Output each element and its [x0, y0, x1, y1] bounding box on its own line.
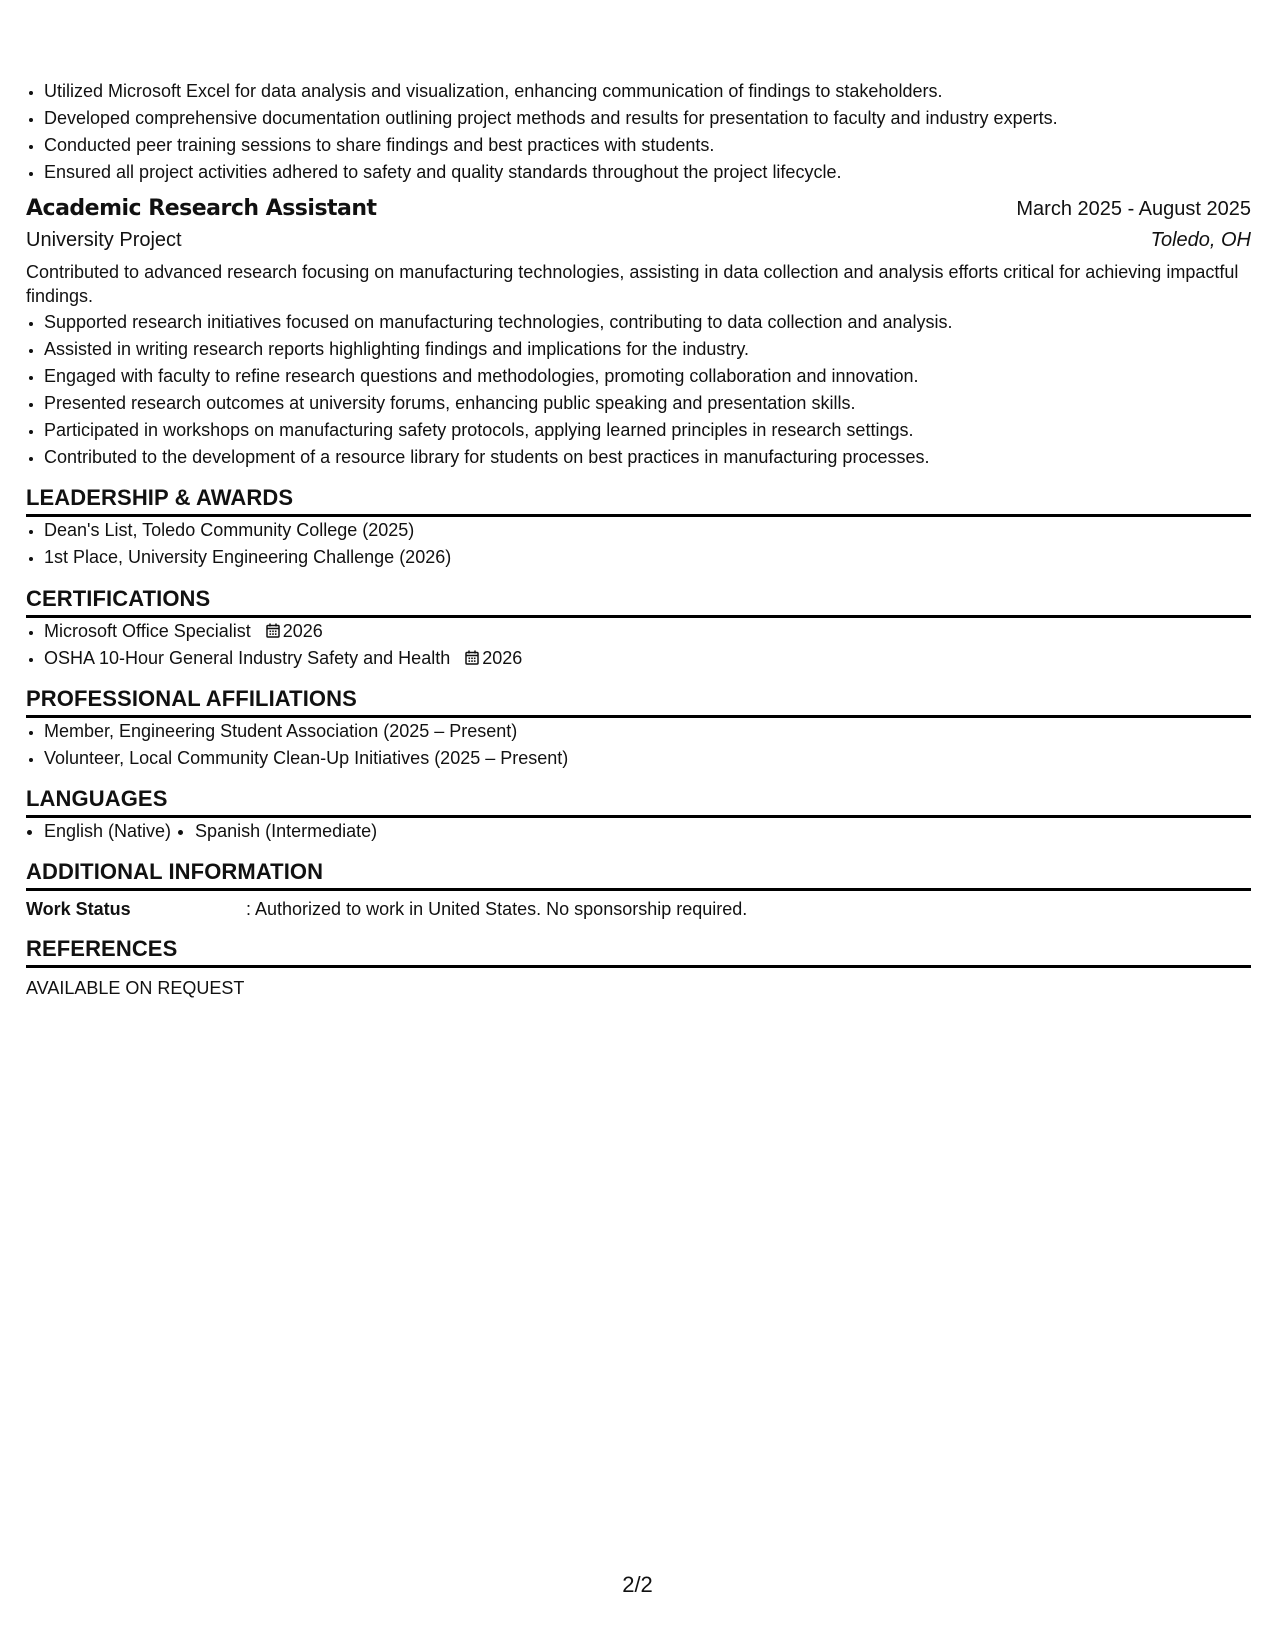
list-item: • Spanish (Intermediate) [195, 818, 377, 845]
list-item: • Volunteer, Local Community Clean-Up Initiatives (2025 – Present) [44, 745, 1251, 772]
section-title-references: REFERENCES [26, 936, 1251, 968]
job-entry [26, 196, 1251, 471]
calendar-icon [465, 650, 479, 665]
list-item: • 1st Place, University Engineering Challenge (2026) [44, 544, 1251, 571]
certification-year: 2026 [482, 648, 523, 668]
certifications-list [26, 618, 1251, 672]
list-item: • Participated in workshops on manufacturing safety protocols, applying learned principles in research settings. [44, 417, 1251, 444]
certification-name: Microsoft Office Specialist [44, 621, 251, 641]
references-text: AVAILABLE ON REQUEST [26, 978, 245, 998]
list-item: • Contributed to the development of a resource library for students on best practices in manufacturing processes. [44, 444, 1251, 471]
leadership-section [26, 485, 1251, 571]
job-location: Toledo, OH [1150, 229, 1251, 251]
leadership-list [26, 517, 1251, 571]
job-title: Academic Research Assistant [26, 196, 377, 221]
list-item: • Utilized Microsoft Excel for data analysis and visualization, enhancing communication of findings to stakeholders. [44, 78, 1251, 105]
list-item: • Member, Engineering Student Association (2025 – Present) [44, 718, 1251, 745]
languages-section [26, 786, 1251, 845]
work-status-label: Work Status [26, 899, 131, 919]
certification-item [44, 645, 1251, 672]
job-header [26, 196, 1251, 221]
list-item: • English (Native) [44, 818, 171, 845]
job-bullets [26, 309, 1251, 471]
additional-info-section [26, 859, 1251, 920]
list-item: • Ensured all project activities adhered to safety and quality standards throughout the project lifecycle. [44, 159, 1251, 186]
list-item: • Dean's List, Toledo Community College (2025) [44, 517, 1251, 544]
work-status-value: : Authorized to work in United States. No sponsorship required. [246, 899, 748, 919]
previous-job-bullets [26, 78, 1251, 186]
list-item: • Assisted in writing research reports highlighting findings and implications for the industry. [44, 336, 1251, 363]
work-status-row [26, 899, 1251, 920]
affiliations-section [26, 686, 1251, 772]
list-item: • Presented research outcomes at university forums, enhancing public speaking and presentation skills. [44, 390, 1251, 417]
affiliations-list [26, 718, 1251, 772]
languages-list [26, 818, 1251, 845]
certification-item [44, 618, 1251, 645]
page-number: 2/2 [622, 1572, 653, 1597]
job-subheader [26, 229, 1251, 252]
list-item: • Supported research initiatives focused on manufacturing technologies, contributing to data collection and analysis. [44, 309, 1251, 336]
job-company: University Project [26, 229, 182, 251]
list-item: • Developed comprehensive documentation outlining project methods and results for presentation to faculty and industry experts. [44, 105, 1251, 132]
list-item: • Conducted peer training sessions to share findings and best practices with students. [44, 132, 1251, 159]
job-dates: March 2025 - August 2025 [1016, 198, 1251, 220]
certification-name: OSHA 10-Hour General Industry Safety and Health [44, 648, 451, 668]
certification-year: 2026 [282, 621, 323, 641]
resume-page [26, 0, 1251, 999]
section-title-additional: ADDITIONAL INFORMATION [26, 859, 1251, 891]
job-summary: Contributed to advanced research focusing on manufacturing technologies, assisting in data collection and analysis efforts critical for achieving impactful findings. [26, 262, 1239, 306]
section-title-languages: LANGUAGES [26, 786, 1251, 818]
calendar-icon [266, 623, 280, 638]
section-title-leadership: LEADERSHIP & AWARDS [26, 485, 1251, 517]
references-section [26, 936, 1251, 999]
section-title-affiliations: PROFESSIONAL AFFILIATIONS [26, 686, 1251, 718]
certifications-section [26, 586, 1251, 672]
section-title-certifications: CERTIFICATIONS [26, 586, 1251, 618]
list-item: • Engaged with faculty to refine research questions and methodologies, promoting collaboration and innovation. [44, 363, 1251, 390]
